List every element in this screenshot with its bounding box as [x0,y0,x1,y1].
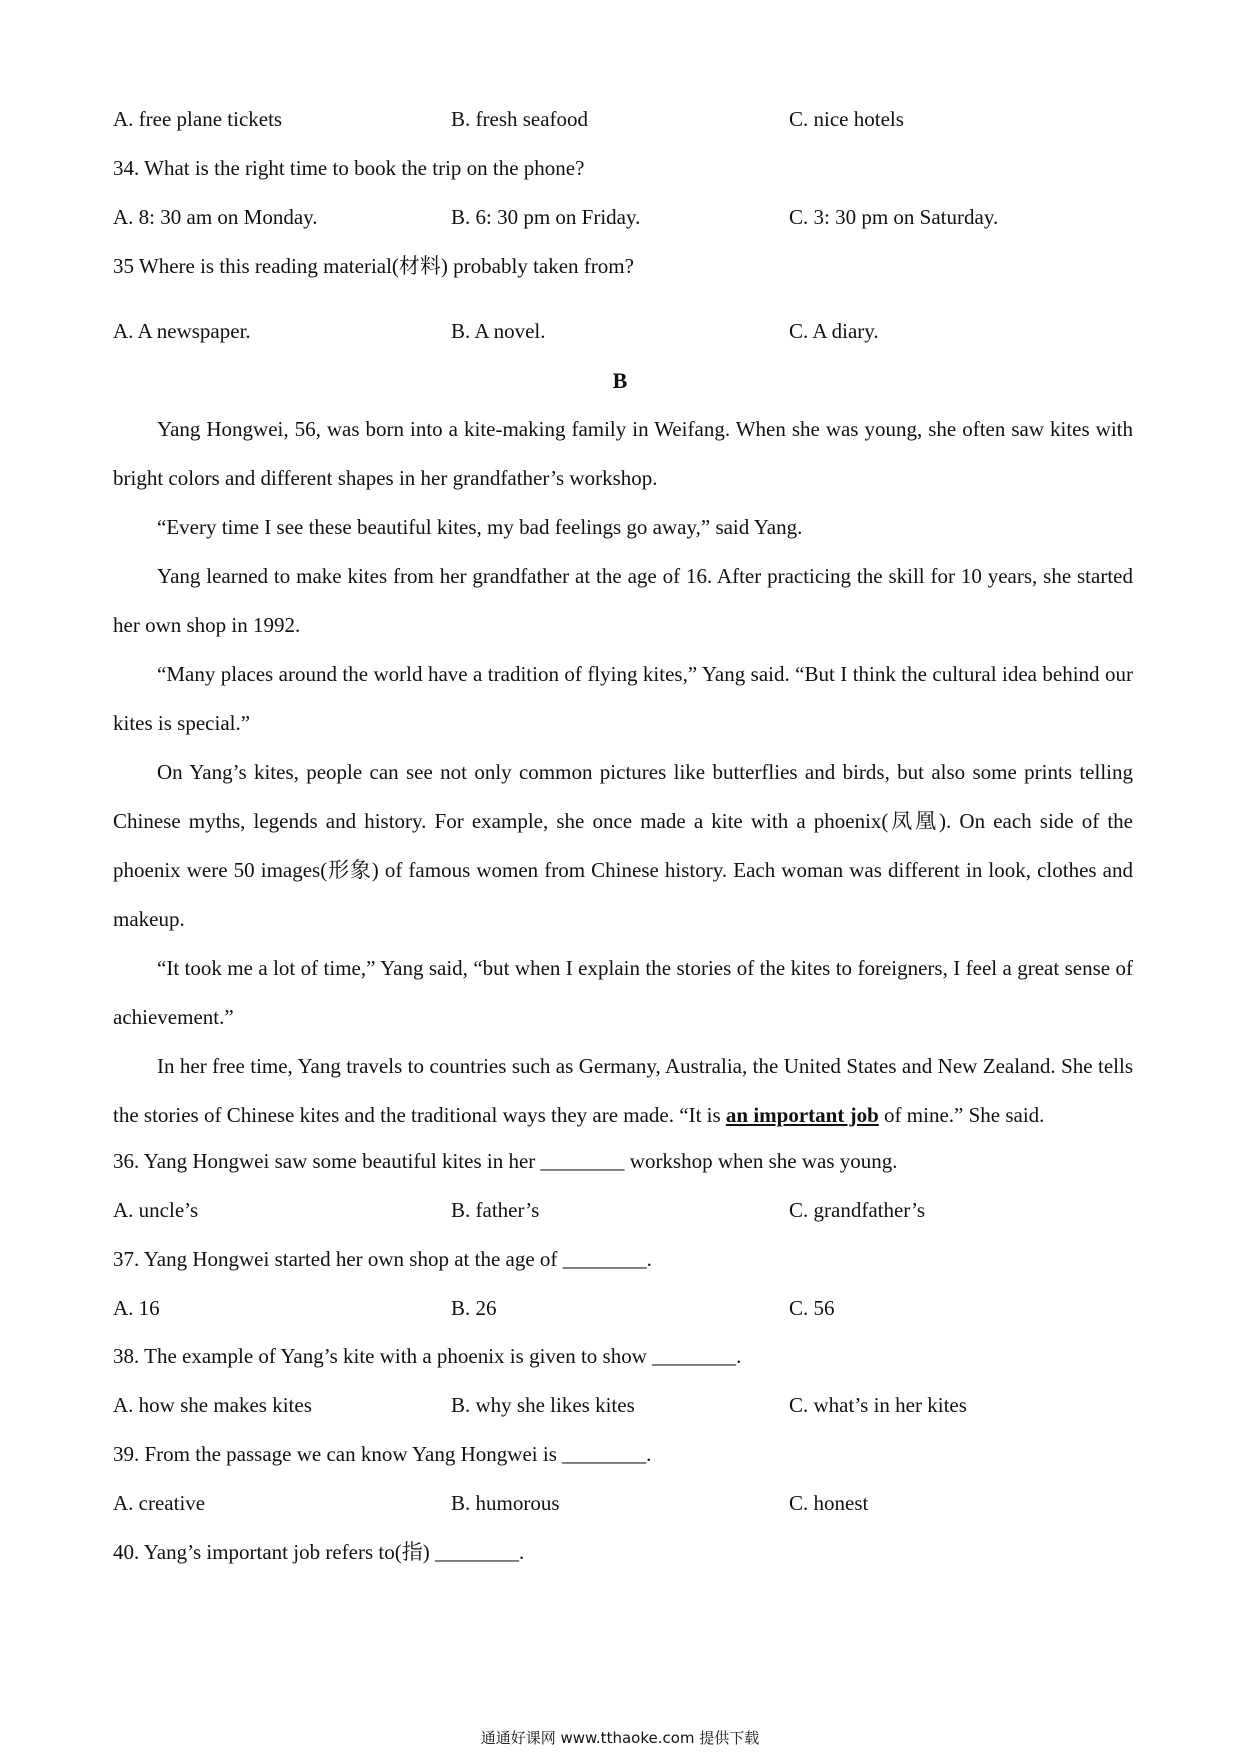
q35-option-a: A. A newspaper. [113,319,251,343]
q35-option-b: B. A novel. [451,319,546,343]
q38-options [113,1392,1133,1418]
q38-option-c: C. what’s in her kites [789,1393,967,1417]
q36-option-c: C. grandfather’s [789,1198,926,1222]
q36-stem: 36. Yang Hongwei saw some beautiful kites in her ________ workshop when she was young. [113,1149,898,1173]
q34-option-b: B. 6: 30 pm on Friday. [451,205,641,229]
page-footer: 通通好课网 www.tthaoke.com 提供下载 [480,1729,760,1747]
q37-option-a: A. 16 [113,1296,160,1320]
q39-option-a: A. creative [113,1491,206,1515]
q37-stem: 37. Yang Hongwei started her own shop at the age of ________. [113,1247,652,1271]
q39-options [113,1490,1133,1516]
q35-option-c: C. A diary. [789,319,879,343]
q39-stem: 39. From the passage we can know Yang Hongwei is ________. [113,1442,652,1466]
paragraph-7-text-before: In her free time, Yang travels to countries such as Germany, Australia, the United States and New Zealand. She tells the stories of Chinese kites and the traditional ways they are made. “It is [113,1054,1133,1127]
underlined-phrase: an important job [725,1103,879,1127]
q33-option-b: B. fresh seafood [451,107,589,131]
q33-options [113,106,1133,132]
q35-options [113,318,1133,344]
passage-paragraph-6: “It took me a lot of time,” Yang said, “but when I explain the stories of the kites to foreigners, I feel a great sense of achievement.” [113,956,1133,1029]
q34-options [113,204,1133,230]
paragraph-7-text-after: of mine.” She said. [878,1103,1045,1127]
q39-option-b: B. humorous [451,1491,560,1515]
q40-stem: 40. Yang’s important job refers to(指) ________. [113,1540,525,1564]
q35-stem: 35 Where is this reading material(材料) probably taken from? [113,254,634,278]
passage-paragraph-3: Yang learned to make kites from her grandfather at the age of 16. After practicing the skill for 10 years, she started her own shop in 1992. [113,564,1133,637]
q37-option-b: B. 26 [451,1296,497,1320]
q38-option-b: B. why she likes kites [451,1393,635,1417]
passage-paragraph-5: On Yang’s kites, people can see not only common pictures like butterflies and birds, but also some prints telling Chinese myths, legends and history. For example, she once made a kite with a phoenix(凤凰). On each side of the phoenix were 50 images(形象) of famous women from Chinese history. Each woman was different in look, clothes and makeup. [113,760,1133,931]
q36-option-a: A. uncle’s [113,1198,199,1222]
q34-option-c: C. 3: 30 pm on Saturday. [789,205,999,229]
q33-option-c: C. nice hotels [789,107,904,131]
passage-paragraph-4: “Many places around the world have a tradition of flying kites,” Yang said. “But I think the cultural idea behind our kites is special.” [113,662,1133,735]
q36-options [113,1197,1133,1223]
q36-option-b: B. father’s [451,1198,540,1222]
q37-options [113,1295,1133,1321]
q33-option-a: A. free plane tickets [113,107,283,131]
q37-option-c: C. 56 [789,1296,835,1320]
q38-option-a: A. how she makes kites [113,1393,312,1417]
q34-stem: 34. What is the right time to book the trip on the phone? [113,156,585,180]
section-b-heading: B [612,368,628,393]
passage-b [113,405,1133,1140]
q34-option-a: A. 8: 30 am on Monday. [113,205,318,229]
q38-stem: 38. The example of Yang’s kite with a phoenix is given to show ________. [113,1344,742,1368]
passage-paragraph-7 [113,1042,1133,1140]
passage-paragraph-1: Yang Hongwei, 56, was born into a kite-making family in Weifang. When she was young, she often saw kites with bright colors and different shapes in her grandfather’s workshop. [113,417,1133,490]
q39-option-c: C. honest [789,1491,869,1515]
passage-paragraph-2: “Every time I see these beautiful kites, my bad feelings go away,” said Yang. [157,515,803,539]
